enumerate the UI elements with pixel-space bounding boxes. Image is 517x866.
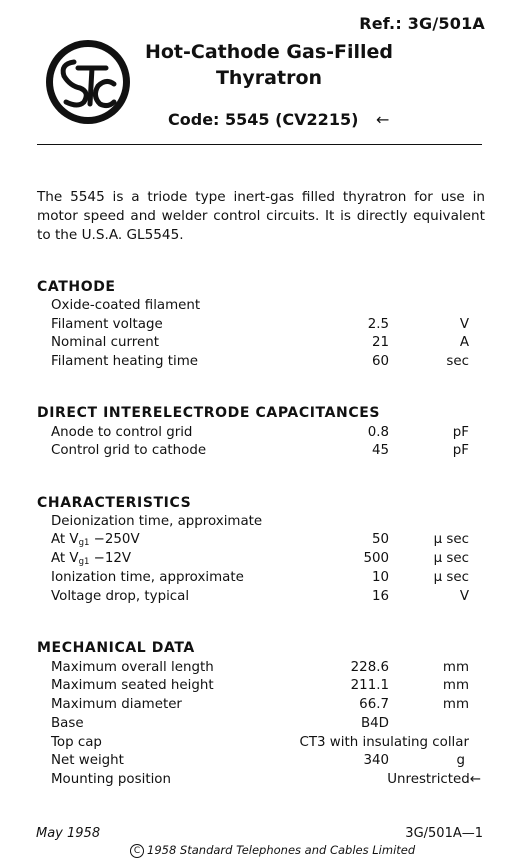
mounting-value: Unrestricted <box>387 772 470 787</box>
section-heading-characteristics: CHARACTERISTICS <box>37 495 192 511</box>
intro-paragraph: The 5545 is a triode type inert-gas filled thyratron for use in motor speed and welder control circuits. It is directly equivalent to the U.S.A. GL5545. <box>37 189 485 243</box>
row-label: Oxide-coated filament <box>51 298 201 313</box>
row-label: Mounting position <box>51 772 171 787</box>
row-label: Deionization time, approximate <box>51 514 263 529</box>
row-unit: mm <box>442 678 469 693</box>
row-unit: pF <box>452 443 469 458</box>
row-value: CT3 with insulating collar <box>299 735 469 750</box>
left-arrow-icon: ← <box>469 772 481 787</box>
diameter-row <box>51 697 471 716</box>
row-value: 0.8 <box>367 425 389 440</box>
row-value: 228.6 <box>350 660 389 675</box>
row-value: 2.5 <box>367 317 389 332</box>
stc-logo <box>44 38 132 126</box>
cathode-type-row <box>51 298 471 317</box>
nominal-current-row <box>51 335 471 354</box>
row-value: B4D <box>360 716 389 731</box>
vg-suffix: −12V <box>89 551 132 566</box>
vg-prefix: At V <box>51 532 79 547</box>
row-unit: sec <box>446 354 469 369</box>
row-label: Maximum seated height <box>51 678 214 693</box>
row-unit: μ sec <box>433 551 469 566</box>
left-arrow-icon: ← <box>375 110 390 129</box>
document-title-line-2: Thyratron <box>215 67 323 89</box>
row-unit: mm <box>442 660 469 675</box>
page-reference: 3G/501A—1 <box>405 826 483 841</box>
copyright-text: 1958 Standard Telephones and Cables Limited <box>147 843 416 857</box>
row-value: 500 <box>363 551 389 566</box>
row-unit: V <box>459 317 469 332</box>
row-unit: A <box>459 335 469 350</box>
row-label: Anode to control grid <box>51 425 193 440</box>
row-value: 50 <box>371 532 389 547</box>
row-label: Filament heating time <box>51 354 199 369</box>
row-value <box>387 772 481 787</box>
section-heading-cathode: CATHODE <box>37 279 116 295</box>
seated-height-row <box>51 678 471 697</box>
row-label <box>51 532 140 548</box>
net-weight-row <box>51 753 471 772</box>
issue-date: May 1958 <box>36 826 101 841</box>
deionization-subhead-row <box>51 514 471 533</box>
filament-voltage-row <box>51 317 471 336</box>
row-label: Control grid to cathode <box>51 443 207 458</box>
anode-to-grid-row <box>51 425 471 444</box>
top-cap-row <box>51 735 471 754</box>
row-value: 16 <box>371 589 389 604</box>
grid-to-cathode-row <box>51 443 471 462</box>
valve-code-text: Code: 5545 (CV2215) <box>168 110 359 129</box>
row-value: 10 <box>371 570 389 585</box>
ionization-time-row <box>51 570 471 589</box>
row-label: Net weight <box>51 753 124 768</box>
deionization-12v-row <box>51 551 471 570</box>
copyright-notice <box>130 843 415 858</box>
row-label: Ionization time, approximate <box>51 570 244 585</box>
vg-suffix: −250V <box>89 532 140 547</box>
row-label: Nominal current <box>51 335 159 350</box>
row-unit: V <box>459 589 469 604</box>
voltage-drop-row <box>51 589 471 608</box>
vg-prefix: At V <box>51 551 79 566</box>
copyright-icon: C <box>130 844 144 858</box>
row-value: 60 <box>371 354 389 369</box>
reference-number: Ref.: 3G/501A <box>359 14 485 33</box>
row-value: 340 <box>363 753 389 768</box>
document-title-line-1: Hot-Cathode Gas-Filled <box>144 41 394 63</box>
row-unit: pF <box>452 425 469 440</box>
section-heading-mechanical: MECHANICAL DATA <box>37 640 195 656</box>
row-value: 211.1 <box>350 678 389 693</box>
row-unit: μ sec <box>433 570 469 585</box>
row-label: Top cap <box>51 735 102 750</box>
row-value: 45 <box>371 443 389 458</box>
heating-time-row <box>51 354 471 373</box>
row-unit: mm <box>442 697 469 712</box>
row-label: Maximum diameter <box>51 697 182 712</box>
base-row <box>51 716 471 735</box>
row-value: 66.7 <box>359 697 389 712</box>
valve-code <box>168 110 389 129</box>
row-label: Filament voltage <box>51 317 163 332</box>
mounting-position-row <box>51 772 483 791</box>
header-divider <box>37 144 482 145</box>
row-unit: μ sec <box>433 532 469 547</box>
vg-subscript: g1 <box>78 557 90 567</box>
row-label <box>51 551 131 567</box>
row-label: Base <box>51 716 84 731</box>
deionization-250v-row <box>51 532 471 551</box>
row-label: Voltage drop, typical <box>51 589 190 604</box>
row-value: 21 <box>371 335 389 350</box>
row-unit: g <box>456 753 465 768</box>
overall-length-row <box>51 660 471 679</box>
row-label: Maximum overall length <box>51 660 214 675</box>
vg-subscript: g1 <box>78 538 90 548</box>
section-heading-capacitances: DIRECT INTERELECTRODE CAPACITANCES <box>37 405 381 421</box>
